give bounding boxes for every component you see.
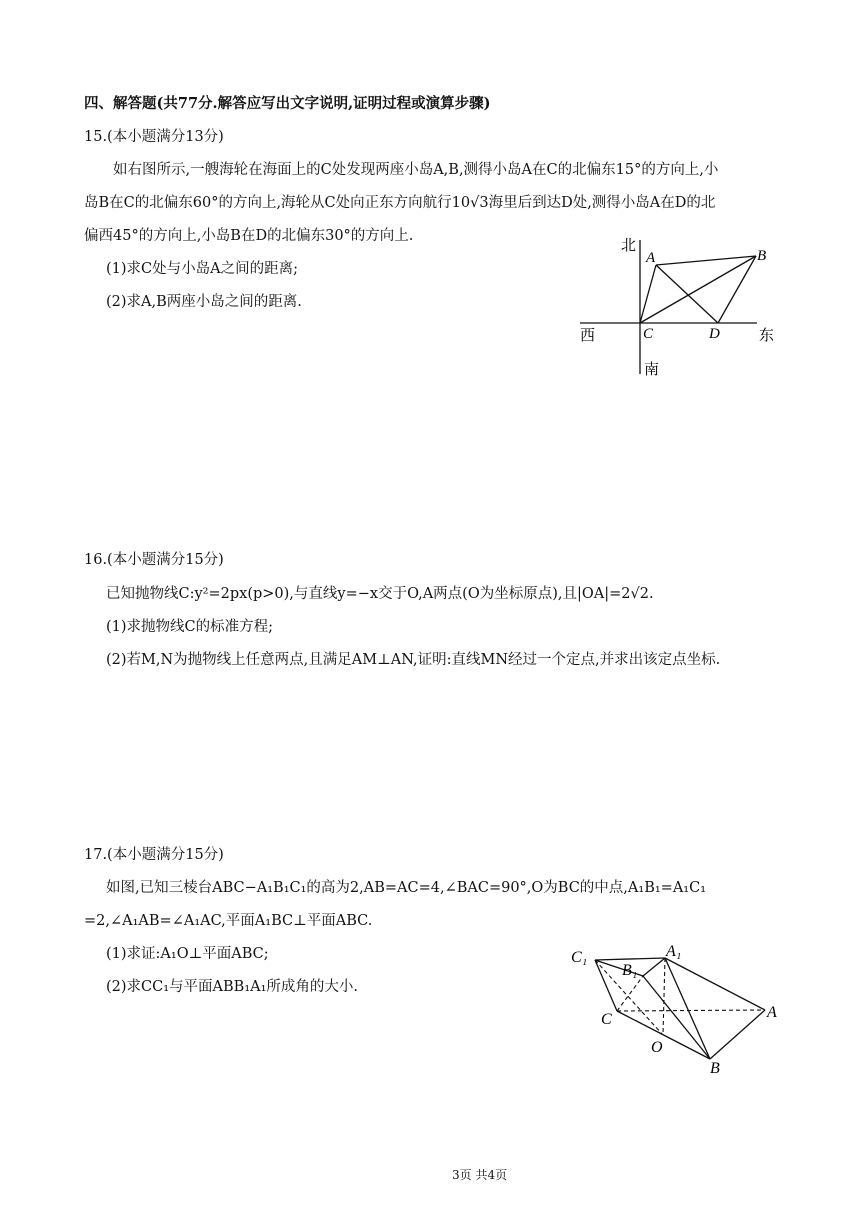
q16-subquestion-2: (2)若M,N为抛物线上任意两点,且满足AM⊥AN,证明:直线MN经过一个定点,并求出该定点坐标. [106,652,721,668]
page-number: 3页 共4页 [452,1168,508,1182]
q17-subquestion-2: (2)求CC₁与平面ABB₁A₁所成角的大小. [106,979,359,995]
q15-label-west: 西 [580,328,596,344]
q15-text-line-2: 岛B在C的北偏东60°的方向上,海轮从C处向正东方向航行10√3海里后到达D处,测得小岛A在D的北 [84,195,716,211]
q17-edge-A1O-hidden [663,958,665,1035]
q17-text-line-1: 如图,已知三棱台ABC−A₁B₁C₁的高为2,AB=AC=4,∠BAC=90°,O为BC的中点,A₁B₁=A₁C₁ [106,880,707,896]
q17-edge-C1C [595,960,617,1011]
q15-subquestion-1: (1)求C处与小岛A之间的距离; [106,261,298,277]
q17-label-A1: A₁ [666,943,682,960]
q15-line-DB [718,256,756,323]
q17-label-C: C [601,1011,612,1028]
q15-figure [575,232,805,382]
q15-label-north: 北 [621,238,637,254]
q15-label-east: 东 [759,328,775,344]
q15-header: 15.(本小题满分13分) [84,129,224,145]
q17-edge-C1A1 [595,958,665,960]
q15-line-AD [656,265,718,323]
q17-label-O: O [651,1039,663,1056]
section-heading: 四、解答题(共77分.解答应写出文字说明,证明过程或演算步骤) [84,95,491,112]
q17-edge-A1A [665,958,765,1010]
q16-header: 16.(本小题满分15分) [84,552,224,568]
q15-line-CA [640,265,656,323]
q15-label-C: C [643,326,654,342]
q17-label-B: B [710,1060,720,1077]
q15-label-B: B [757,248,767,264]
q16-subquestion-1: (1)求抛物线C的标准方程; [106,619,274,635]
q17-edge-BA [710,1010,765,1059]
q17-edge-B1A1 [643,958,665,976]
q15-text-line-1: 如右图所示,一艘海轮在海面上的C处发现两座小岛A,B,测得小岛A在C的北偏东15°的方向上,小 [113,162,719,178]
q17-label-A: A [767,1004,777,1021]
q17-text-line-2: =2,∠A₁AB=∠A₁AC,平面A₁BC⊥平面ABC. [84,913,373,929]
q15-label-south: 南 [644,362,660,378]
q17-subquestion-1: (1)求证:A₁O⊥平面ABC; [106,946,269,962]
q17-header: 17.(本小题满分15分) [84,847,224,863]
q17-figure [565,938,795,1078]
q15-text-line-3: 偏西45°的方向上,小岛B在D的北偏东30°的方向上. [84,228,414,244]
q17-edge-CA-hidden [617,1010,765,1011]
q17-label-C1: C₁ [571,949,588,966]
q16-text-line-1: 已知抛物线C:y²=2px(p>0),与直线y=−x交于O,A两点(O为坐标原点),且|OA|=2√2. [106,586,654,602]
q15-line-AB [656,256,756,265]
q15-label-D: D [709,326,720,342]
q15-label-A: A [646,250,656,266]
q17-label-B1: B₁ [622,962,638,979]
q15-subquestion-2: (2)求A,B两座小岛之间的距离. [106,294,302,310]
q17-edge-A1B [665,958,710,1059]
q17-edge-CB1-hidden [617,976,643,1011]
